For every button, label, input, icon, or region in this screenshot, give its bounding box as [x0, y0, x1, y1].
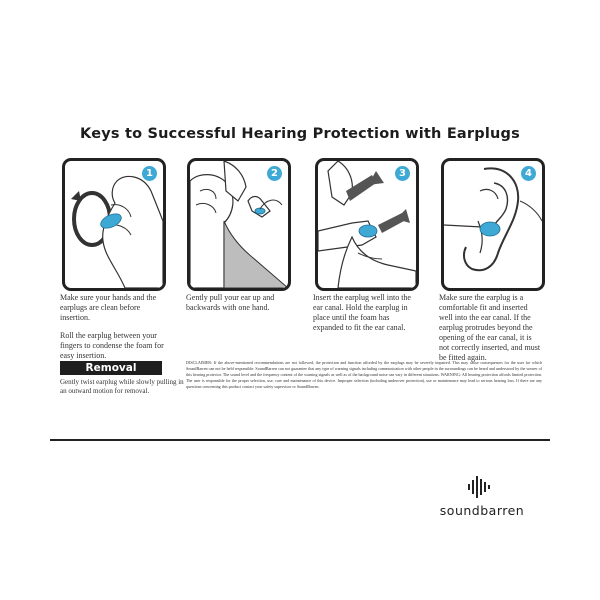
step-1-text-clean: Make sure your hands and the earplugs are clean before insertion.: [60, 293, 157, 322]
step-3-illustration: [315, 158, 419, 291]
removal-heading: Removal: [60, 361, 162, 375]
disclaimer-text: DISCLAIMER: If the above-mentioned recommendations are not followed, the protection and function afforded by the earplugs may be severely impaired. This may cause consequences for the user for which SoundBarren can not be held responsible. SoundBarren can not guarantee that any type of warning signals including communication with other people in the surroundings can be heard and understood by the wearer of this hearing protector. The sound level and the frequency content of the warning signals as well as of the background noise can vary in different situations. WARNING: All hearing protection affords limited protection. The user is responsible for the proper selection, use, care and maintenance of this device. Improper selection (including underover protection), use or maintenance may lead to serious hearing loss. If there are any questions concerning this product contact your safety supervisor or SoundBarren.: [186, 360, 542, 389]
step-1-badge: 1: [142, 166, 157, 181]
step-4-text: Make sure the earplug is a comfortable fit and inserted well into the ear canal. If the earplug protrudes beyond the opening of the ear canal, it is not correctly inserted, and must be fitted again.: [439, 293, 541, 362]
step-1-text: [60, 293, 168, 361]
step-2-badge: 2: [267, 166, 282, 181]
step-4-illustration: [441, 158, 545, 291]
step-1-text-roll: Roll the earplug between your fingers to condense the foam for easy insertion.: [60, 331, 164, 360]
divider: [50, 439, 550, 441]
step-3-badge: 3: [395, 166, 410, 181]
sound-wave-logo-icon: [467, 474, 493, 500]
step-1-illustration: [62, 158, 166, 291]
removal-text: Gently twist earplug while slowly pulling in an outward motion for removal.: [60, 378, 184, 395]
brand-name: soundbarren: [439, 503, 525, 518]
step-3-text: Insert the earplug well into the ear canal. Hold the earplug in place until the foam has expanded to fit the ear canal.: [313, 293, 411, 332]
step-2-text: Gently pull your ear up and backwards with one hand.: [186, 293, 275, 312]
step-2-illustration: [187, 158, 291, 291]
step-4-badge: 4: [521, 166, 536, 181]
page-title: Keys to Successful Hearing Protection with Earplugs: [80, 126, 520, 142]
